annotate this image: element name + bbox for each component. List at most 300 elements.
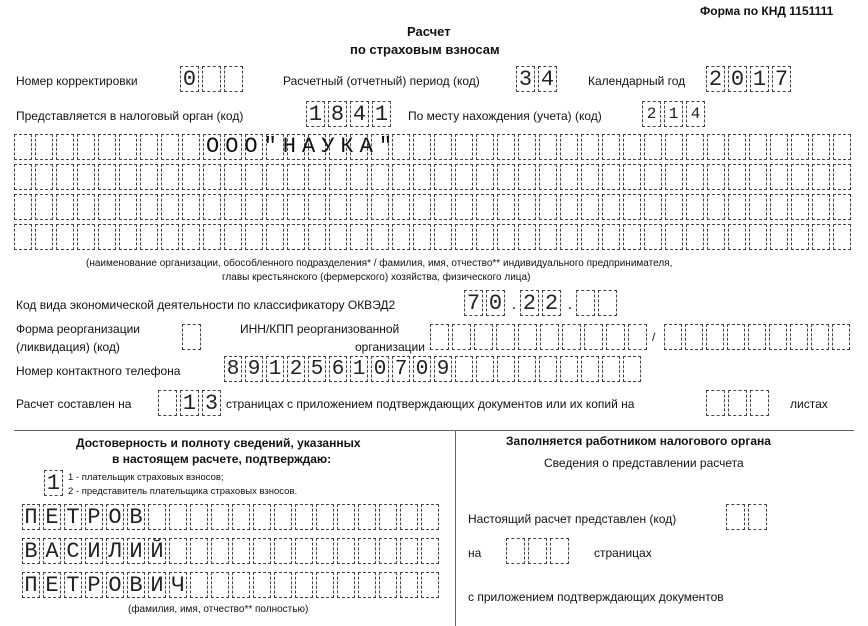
org-name-cell (182, 134, 200, 160)
period-cell: 4 (538, 66, 557, 92)
org-name-cell (161, 224, 179, 250)
org-name-cell (14, 194, 32, 220)
inn-cell (562, 324, 581, 350)
inn-cell (606, 324, 625, 350)
org-name-cell (308, 164, 326, 190)
org-name-cell (287, 164, 305, 190)
patronymic-cell (400, 572, 418, 598)
phone-cell: 8 (224, 356, 242, 382)
patronymic-cell (211, 572, 229, 598)
patronymic-cell (358, 572, 376, 598)
org-name-cell (770, 224, 788, 250)
pages-cell: 1 (180, 390, 199, 416)
org-name-cell (266, 164, 284, 190)
inn-cell (474, 324, 493, 350)
period-cells[interactable] (516, 66, 560, 92)
reorg-label-2: (ликвидация) (код) (16, 340, 120, 354)
confirm-option-2: 2 - представитель плательщика страховых взносов. (68, 486, 298, 497)
phone-cell: 6 (329, 356, 347, 382)
attach-pages-cell (706, 390, 725, 416)
period-cell: 3 (516, 66, 535, 92)
year-label: Календарный год (588, 74, 686, 88)
okved-cell: 2 (542, 290, 561, 316)
surname-cell (169, 504, 187, 530)
name-cell (421, 538, 439, 564)
name-cell: И (127, 538, 145, 564)
org-name-cell (266, 194, 284, 220)
phone-cell: 2 (287, 356, 305, 382)
presented-cell (748, 504, 767, 530)
confirm-option-1: 1 - плательщик страховых взносов; (68, 472, 224, 483)
org-name-cell (434, 164, 452, 190)
tax-org-cell: 1 (306, 101, 325, 127)
org-name-cell (728, 224, 746, 250)
phone-cell: 9 (245, 356, 263, 382)
patronymic-cell: Ч (169, 572, 187, 598)
patronymic-cell: В (127, 572, 145, 598)
name-cell (379, 538, 397, 564)
org-name-cell (77, 194, 95, 220)
name-cell (295, 538, 313, 564)
org-name-cell (476, 134, 494, 160)
org-name-cell (560, 194, 578, 220)
org-name-cell (539, 224, 557, 250)
name-cell (400, 538, 418, 564)
name-cell: Й (148, 538, 166, 564)
inn-cell (496, 324, 515, 350)
year-cell: 2 (706, 66, 725, 92)
org-name-cell (119, 134, 137, 160)
org-name-cell (371, 224, 389, 250)
inn-kpp-label-2: организации (355, 340, 425, 354)
kpp-cell (811, 324, 829, 350)
org-name-cell (182, 194, 200, 220)
attach-pages-cells[interactable] (706, 390, 772, 416)
reorg-cell[interactable] (182, 324, 204, 350)
org-name-cell (161, 134, 179, 160)
org-name-cell (602, 224, 620, 250)
org-name-cell (644, 134, 662, 160)
org-name-cell (812, 194, 830, 220)
surname-cell (232, 504, 250, 530)
org-name-grid[interactable] (14, 134, 854, 254)
confirm-title-1: Достоверность и полноту сведений, указанных (76, 436, 361, 450)
tax-org-cell: 1 (372, 101, 391, 127)
org-name-cell (791, 134, 809, 160)
org-name-cell (140, 194, 158, 220)
org-name-cell (686, 194, 704, 220)
org-name-cell (98, 194, 116, 220)
surname-cell (337, 504, 355, 530)
form-subtitle: по страховым взносам (350, 42, 500, 57)
org-name-value: ООО"НАУКА" (206, 134, 399, 159)
org-name-cell (560, 164, 578, 190)
phone-cell (581, 356, 599, 382)
form-code: Форма по КНД 1151111 (700, 4, 834, 18)
surname-cell: В (127, 504, 145, 530)
phone-cell: 7 (392, 356, 410, 382)
period-label: Расчетный (отчетный) период (код) (283, 74, 480, 88)
name-cell (358, 538, 376, 564)
org-note-line2: главы крестьянского (фермерского) хозяйства, физического лица) (222, 272, 531, 283)
reorg-cell-box (182, 324, 201, 350)
patronymic-cell: И (148, 572, 166, 598)
phone-cell: 5 (308, 356, 326, 382)
surname-cell (421, 504, 439, 530)
okved-dot: . (567, 296, 573, 313)
org-name-cell (413, 134, 431, 160)
org-name-cell (497, 224, 515, 250)
surname-cells[interactable] (22, 504, 442, 530)
year-cells[interactable] (706, 66, 794, 92)
attach-pages-cell (750, 390, 769, 416)
okved-dot: . (511, 296, 517, 313)
patronymic-cells[interactable] (22, 572, 442, 598)
pages-cells[interactable] (158, 390, 224, 416)
org-name-cell (812, 224, 830, 250)
pages-end-text: листах (790, 397, 828, 411)
kpp-cell (832, 324, 850, 350)
org-name-cell (518, 224, 536, 250)
org-name-cell (539, 164, 557, 190)
org-name-cell (182, 224, 200, 250)
inn-cell (430, 324, 449, 350)
correction-cells[interactable] (180, 66, 246, 92)
phone-cell: 9 (434, 356, 452, 382)
surname-cell (190, 504, 208, 530)
org-name-cell (413, 224, 431, 250)
patronymic-cell: Т (64, 572, 82, 598)
tax-side-title: Заполняется работником налогового органа (506, 434, 771, 448)
org-name-cell (434, 134, 452, 160)
tax-org-label: Представляется в налоговый орган (код) (16, 109, 244, 123)
org-name-cell (14, 164, 32, 190)
org-name-cell (119, 164, 137, 190)
org-name-cell (350, 224, 368, 250)
location-cell: 4 (686, 101, 705, 127)
okved-cells[interactable] (464, 290, 620, 320)
org-name-cell (392, 164, 410, 190)
name-cells[interactable] (22, 538, 442, 564)
tax-org-cells[interactable] (306, 101, 394, 127)
surname-cell: Е (43, 504, 61, 530)
correction-cell: 0 (180, 66, 199, 92)
org-name-cell (623, 134, 641, 160)
phone-cell (497, 356, 515, 382)
org-name-cell (329, 194, 347, 220)
tax-side-subtitle: Сведения о представлении расчета (544, 456, 744, 470)
patronymic-cell: О (106, 572, 124, 598)
phone-cell (602, 356, 620, 382)
surname-cell: Р (85, 504, 103, 530)
org-name-cell (791, 224, 809, 250)
org-name-cell (812, 164, 830, 190)
inn-cell (584, 324, 603, 350)
correction-cell (202, 66, 221, 92)
org-name-cell (623, 194, 641, 220)
org-name-cell (77, 164, 95, 190)
attach-pages-cell (728, 390, 747, 416)
phone-cells[interactable] (224, 356, 644, 382)
org-name-cell (434, 224, 452, 250)
inn-cell (540, 324, 559, 350)
year-cell: 0 (728, 66, 747, 92)
org-name-cell (497, 134, 515, 160)
org-name-cell (749, 134, 767, 160)
org-name-cell (161, 194, 179, 220)
org-name-cell (266, 224, 284, 250)
tax-pages-cell (528, 538, 547, 564)
surname-cell (295, 504, 313, 530)
org-name-cell (665, 134, 683, 160)
org-name-cell (329, 224, 347, 250)
org-name-cell (455, 164, 473, 190)
org-name-cell (14, 224, 32, 250)
phone-label: Номер контактного телефона (16, 364, 181, 378)
org-name-cell (665, 224, 683, 250)
presented-cell (726, 504, 745, 530)
org-name-cell (728, 134, 746, 160)
kpp-cell (748, 324, 766, 350)
correction-label: Номер корректировки (16, 74, 138, 88)
okved-cell: 2 (520, 290, 539, 316)
name-cell: В (22, 538, 40, 564)
phone-cell (539, 356, 557, 382)
org-name-cell (623, 224, 641, 250)
org-name-cell (833, 164, 851, 190)
org-name-cell (203, 164, 221, 190)
patronymic-cell: Р (85, 572, 103, 598)
okved-cell: 7 (464, 290, 483, 316)
org-name-cell (413, 194, 431, 220)
inn-cells[interactable] (430, 324, 650, 350)
org-name-cell (518, 164, 536, 190)
patronymic-cell (253, 572, 271, 598)
section-divider (14, 430, 854, 431)
org-name-cell (602, 134, 620, 160)
location-cells[interactable] (642, 101, 708, 127)
org-name-cell (350, 164, 368, 190)
org-name-cell (560, 224, 578, 250)
org-name-cell (812, 134, 830, 160)
tax-pages-cells[interactable] (506, 538, 572, 564)
org-name-cell (35, 164, 53, 190)
confirm-code-cell[interactable] (44, 470, 66, 496)
org-name-cell (35, 134, 53, 160)
org-name-cell (686, 224, 704, 250)
org-name-cell (476, 164, 494, 190)
tax-org-cell: 8 (328, 101, 347, 127)
org-name-cell (602, 194, 620, 220)
org-name-cell (392, 194, 410, 220)
org-name-cell (119, 194, 137, 220)
org-name-cell (392, 224, 410, 250)
org-name-row (14, 224, 854, 250)
org-name-cell (644, 224, 662, 250)
org-name-cell (665, 194, 683, 220)
patronymic-cell (274, 572, 292, 598)
org-name-cell (14, 134, 32, 160)
inn-cell (452, 324, 471, 350)
org-name-cell (56, 224, 74, 250)
name-cell (274, 538, 292, 564)
org-name-cell (119, 224, 137, 250)
org-name-cell (728, 194, 746, 220)
org-name-cell (476, 224, 494, 250)
name-cell (253, 538, 271, 564)
org-name-cell (98, 224, 116, 250)
year-cell: 1 (750, 66, 769, 92)
org-name-cell (35, 224, 53, 250)
org-name-cell (581, 224, 599, 250)
org-name-cell (791, 194, 809, 220)
kpp-cell (664, 324, 682, 350)
org-name-cell (581, 164, 599, 190)
org-name-cell (707, 224, 725, 250)
okved-cell: 0 (486, 290, 505, 316)
patronymic-cell (295, 572, 313, 598)
org-name-cell (56, 134, 74, 160)
org-name-cell (245, 194, 263, 220)
org-name-cell (770, 164, 788, 190)
surname-cell (316, 504, 334, 530)
org-name-cell (224, 194, 242, 220)
org-name-cell (77, 134, 95, 160)
org-name-cell (770, 194, 788, 220)
presented-cells[interactable] (726, 504, 770, 530)
patronymic-cell (316, 572, 334, 598)
org-name-cell (371, 164, 389, 190)
org-name-cell (98, 134, 116, 160)
org-name-cell (539, 134, 557, 160)
kpp-cells[interactable] (664, 324, 853, 350)
org-name-cell (833, 194, 851, 220)
org-name-cell (413, 164, 431, 190)
patronymic-cell: Е (43, 572, 61, 598)
org-name-cell (308, 224, 326, 250)
inn-kpp-slash: / (652, 330, 656, 344)
org-name-cell (77, 224, 95, 250)
org-name-cell (308, 194, 326, 220)
name-cell (316, 538, 334, 564)
org-name-cell (35, 194, 53, 220)
org-name-cell (350, 194, 368, 220)
org-name-cell (224, 164, 242, 190)
surname-cell (253, 504, 271, 530)
tax-pages-label: страницах (594, 546, 652, 560)
location-cell: 1 (664, 101, 683, 127)
org-name-cell (140, 164, 158, 190)
name-cell (337, 538, 355, 564)
on-label: на (468, 546, 482, 560)
org-name-cell (581, 134, 599, 160)
surname-cell: О (106, 504, 124, 530)
inn-cell (518, 324, 537, 350)
org-name-cell (245, 224, 263, 250)
org-name-row (14, 194, 854, 220)
surname-cell (379, 504, 397, 530)
org-name-cell (434, 194, 452, 220)
kpp-cell (685, 324, 703, 350)
org-name-row (14, 164, 854, 190)
surname-cell (400, 504, 418, 530)
org-name-cell (371, 194, 389, 220)
org-name-cell (56, 164, 74, 190)
surname-cell (358, 504, 376, 530)
org-name-cell (539, 194, 557, 220)
patronymic-cell (379, 572, 397, 598)
phone-cell: 0 (371, 356, 389, 382)
name-cell (232, 538, 250, 564)
pages-label: Расчет составлен на (16, 397, 132, 411)
org-name-cell (560, 134, 578, 160)
patronymic-cell (190, 572, 208, 598)
org-name-cell (644, 194, 662, 220)
org-name-cell (728, 164, 746, 190)
name-cell (169, 538, 187, 564)
patronymic-cell (421, 572, 439, 598)
org-name-cell (749, 224, 767, 250)
org-name-cell (833, 134, 851, 160)
reorg-label-1: Форма реорганизации (16, 322, 140, 336)
name-cell: Л (106, 538, 124, 564)
confirm-title-2: в настоящем расчете, подтверждаю: (112, 452, 332, 466)
patronymic-cell: П (22, 572, 40, 598)
org-name-cell (287, 194, 305, 220)
org-name-cell (791, 164, 809, 190)
org-name-cell (455, 194, 473, 220)
org-note-line1: (наименование организации, обособленного подразделения* / фамилия, имя, отчество** индивидуального предпринимателя, (86, 258, 673, 269)
name-cell: И (85, 538, 103, 564)
name-cell: А (43, 538, 61, 564)
org-name-cell (707, 164, 725, 190)
surname-cell (211, 504, 229, 530)
phone-cell (518, 356, 536, 382)
column-divider (455, 430, 456, 626)
phone-cell (560, 356, 578, 382)
inn-cell (628, 324, 647, 350)
attachments-label: с приложением подтверждающих документов (468, 590, 724, 604)
org-name-cell (581, 194, 599, 220)
org-name-cell (287, 224, 305, 250)
pages-middle-text: страницах с приложением подтверждающих документов или их копий на (226, 397, 635, 411)
okved-cell (598, 290, 617, 316)
tax-pages-cell (506, 538, 525, 564)
org-name-cell (476, 194, 494, 220)
org-name-row (14, 134, 854, 160)
org-name-cell (665, 164, 683, 190)
org-name-cell (497, 164, 515, 190)
phone-cell: 1 (266, 356, 284, 382)
name-cell: С (64, 538, 82, 564)
patronymic-cell (337, 572, 355, 598)
org-name-cell (56, 194, 74, 220)
org-name-cell (98, 164, 116, 190)
location-cell: 2 (642, 101, 661, 127)
confirm-code: 1 (44, 470, 63, 496)
name-cell (190, 538, 208, 564)
org-name-cell (602, 164, 620, 190)
surname-cell: Т (64, 504, 82, 530)
surname-cell: П (22, 504, 40, 530)
org-name-cell (707, 134, 725, 160)
patronymic-cell (232, 572, 250, 598)
org-name-cell (623, 164, 641, 190)
org-name-cell (140, 134, 158, 160)
org-name-cell (707, 194, 725, 220)
form-title: Расчет (407, 24, 451, 39)
org-name-cell (224, 224, 242, 250)
